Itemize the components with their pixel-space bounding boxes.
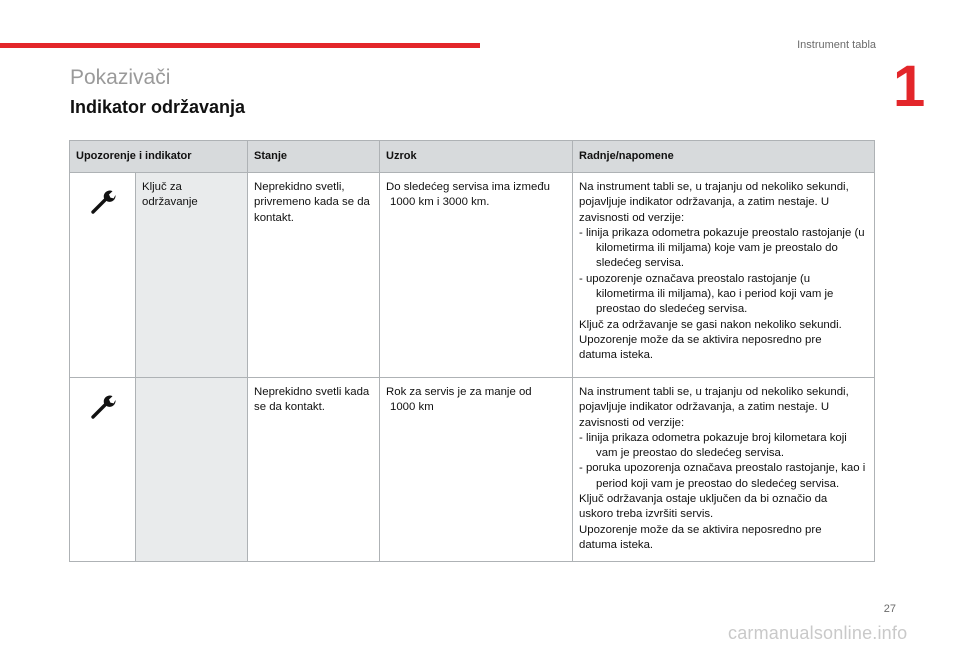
- table-header-row: [70, 141, 875, 173]
- actions-text: datuma isteka.: [579, 349, 654, 362]
- page-number: 27: [883, 603, 896, 615]
- actions-list-item: - linija prikaza odometra pokazuje broj kilometara koji vam je preostao do sledećeg servisa.: [579, 431, 847, 460]
- state-text: se da kontakt.: [254, 401, 325, 414]
- cause-text: 1000 km i 3000 km.: [390, 196, 490, 209]
- column-header-actions: Radnje/napomene: [573, 141, 875, 173]
- indicator-cell: [136, 173, 248, 378]
- watermark: carmanualsonline.info: [728, 623, 908, 643]
- state-text: kontakt.: [254, 211, 294, 224]
- cause-cell: [380, 378, 573, 562]
- actions-text: zavisnosti od verzije:: [579, 416, 685, 429]
- actions-text: Upozorenje može da se aktivira neposredno pre: [579, 523, 822, 536]
- actions-text: Ključ za održavanje se gasi nakon nekoliko sekundi.: [579, 318, 842, 331]
- column-header-state: Stanje: [248, 141, 380, 173]
- cause-cell: [380, 173, 573, 378]
- actions-text: uskoro treba izvršiti servis.: [579, 508, 714, 521]
- indicator-table: [69, 140, 875, 562]
- state-text: Neprekidno svetli,: [254, 181, 345, 193]
- actions-text: datuma isteka.: [579, 538, 654, 551]
- chapter-number: 1: [893, 54, 926, 119]
- wrench-icon: [88, 187, 118, 217]
- page-title: Pokazivači: [70, 66, 171, 89]
- table-row: [70, 378, 875, 562]
- actions-list-item: - linija prikaza odometra pokazuje preostalo rastojanje (u kilometirma ili miljama) koje vam je preostalo do sledećeg servisa.: [579, 226, 865, 270]
- section-title: Instrument tabla: [797, 39, 876, 51]
- column-header-cause: Uzrok: [380, 141, 573, 173]
- actions-list-item: - poruka upozorenja označava preostalo rastojanje, kao i period koji vam je preostao do sledećeg servisa.: [579, 462, 866, 490]
- column-header-indicator: Upozorenje i indikator: [70, 141, 248, 173]
- actions-list-item: - upozorenje označava preostalo rastojanje (u kilometirma ili miljama), kao i period koji vam je preostao do sledećeg servisa.: [579, 272, 834, 316]
- icon-cell: [70, 173, 136, 378]
- state-cell: [248, 378, 380, 562]
- indicator-name: održavanje: [142, 196, 198, 209]
- icon-cell: [70, 378, 136, 562]
- indicator-name: Ključ za: [142, 181, 182, 193]
- state-text: privremeno kada se da: [254, 196, 370, 209]
- actions-text: pojavljuje indikator održavanja, a zatim nestaje. U: [579, 196, 830, 209]
- state-cell: [248, 173, 380, 378]
- actions-cell: [573, 378, 875, 562]
- actions-text: pojavljuje indikator održavanja, a zatim nestaje. U: [579, 401, 830, 414]
- actions-text: Na instrument tabli se, u trajanju od nekoliko sekundi,: [579, 386, 849, 398]
- cause-text: 1000 km: [390, 401, 434, 414]
- indicator-cell: [136, 378, 248, 562]
- table-row: [70, 173, 875, 378]
- header-accent-bar: [0, 43, 480, 48]
- cause-text: Rok za servis je za manje od: [386, 386, 532, 398]
- actions-cell: [573, 173, 875, 378]
- actions-text: Na instrument tabli se, u trajanju od nekoliko sekundi,: [579, 181, 849, 193]
- cause-text: Do sledećeg servisa ima između: [386, 181, 550, 193]
- actions-text: Ključ održavanja ostaje uključen da bi označio da: [579, 493, 828, 506]
- wrench-icon: [88, 392, 118, 422]
- actions-text: zavisnosti od verzije:: [579, 211, 685, 224]
- state-text: Neprekidno svetli kada: [254, 386, 370, 398]
- page-subtitle: Indikator održavanja: [70, 97, 246, 117]
- actions-text: Upozorenje može da se aktivira neposredno pre: [579, 333, 822, 346]
